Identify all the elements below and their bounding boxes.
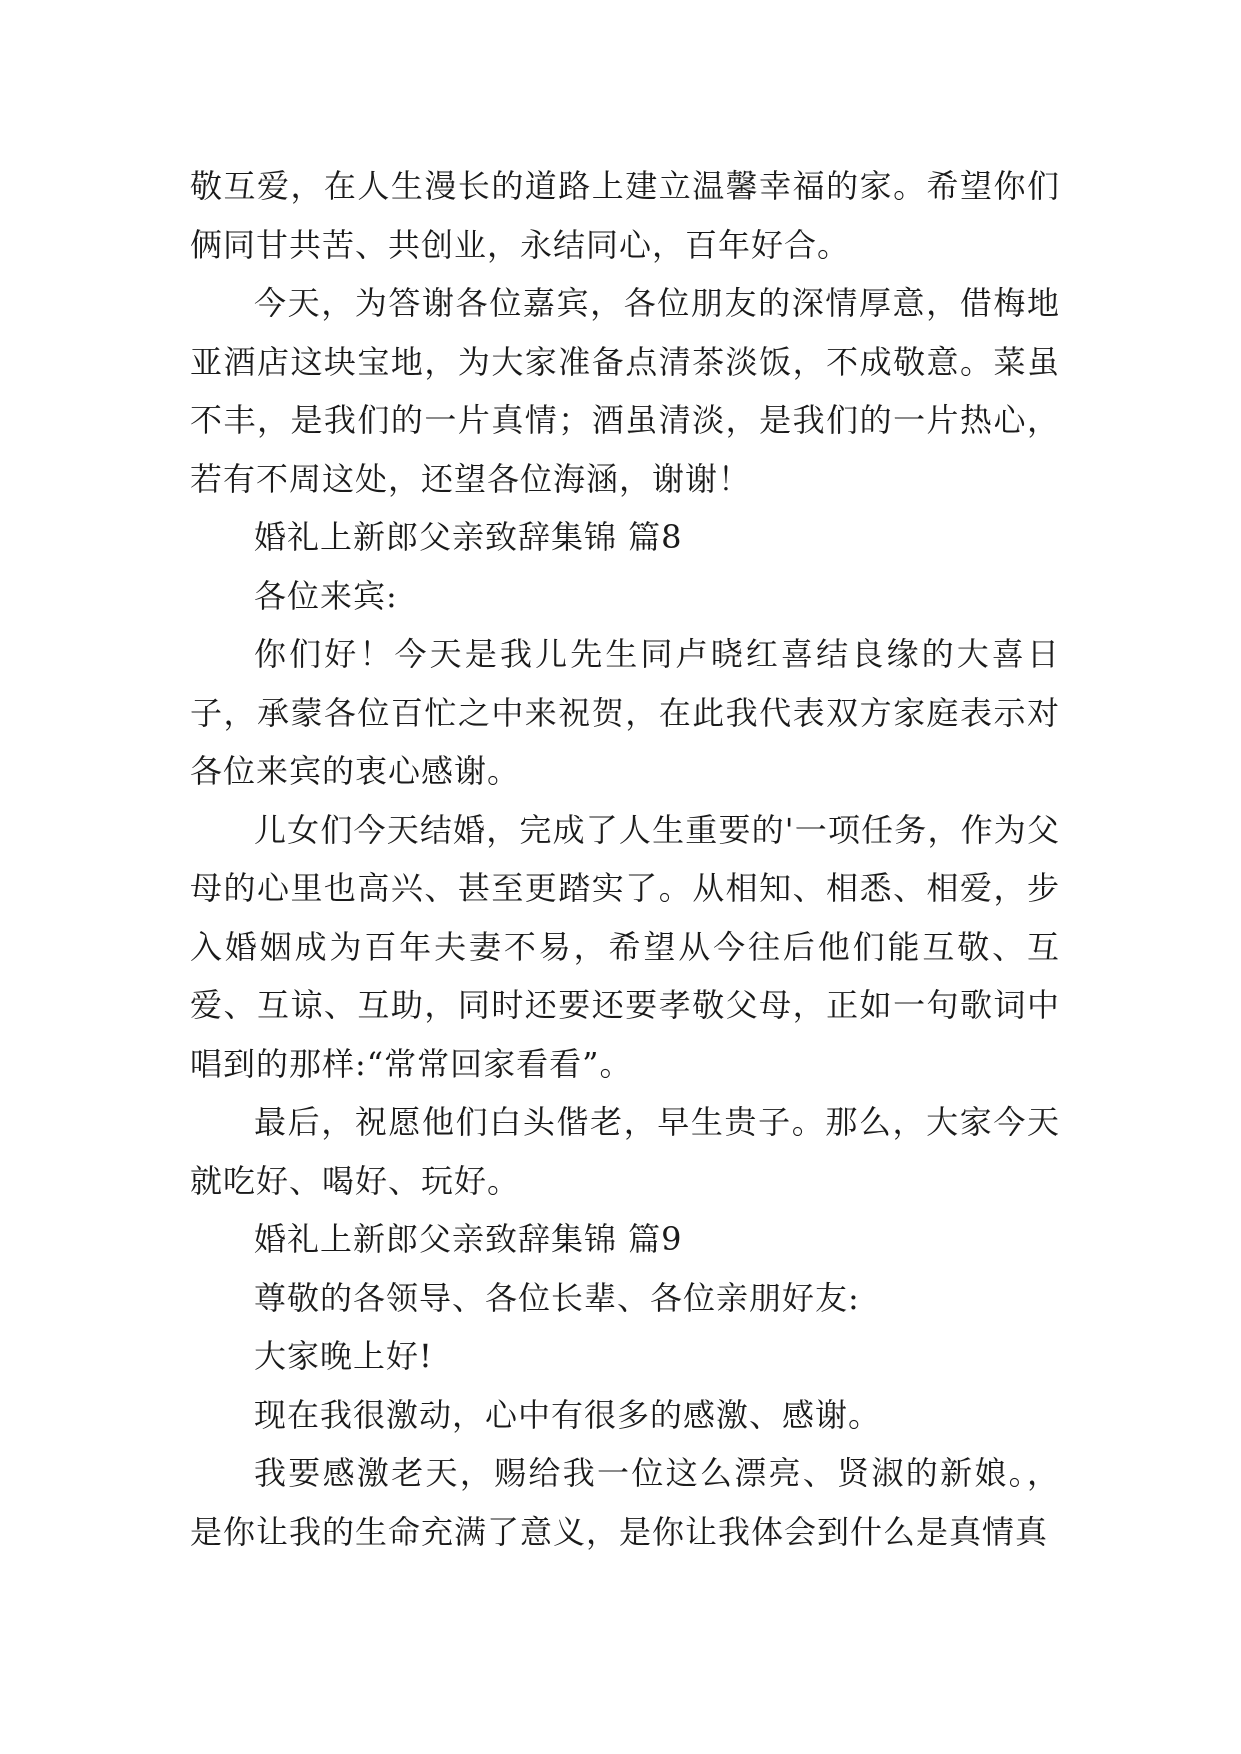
paragraph-thank-heaven: 我要感激老天，赐给我一位这么漂亮、贤淑的新娘。，是你让我的生命充满了意义，是你让我体会到什么是真情真 xyxy=(190,1454,1060,1551)
paragraph-thanks-guests: 今天，为答谢各位嘉宾，各位朋友的深情厚意，借梅地亚酒店这块宝地，为大家准备点清茶淡饭，不成敬意。菜虽不丰，是我们的一片真情；酒虽清淡，是我们的一片热心，若有不周这处，还望各位海涵，谢谢！ xyxy=(190,284,1060,498)
document-body xyxy=(190,157,1060,1561)
section-heading-8: 婚礼上新郎父亲致辞集锦 篇8 xyxy=(254,518,683,556)
section-heading-9: 婚礼上新郎父亲致辞集锦 篇9 xyxy=(254,1220,683,1258)
paragraph-closing: 最后，祝愿他们白头偕老，早生贵子。那么，大家今天就吃好、喝好、玩好。 xyxy=(190,1103,1060,1200)
paragraph-salutation-2: 尊敬的各领导、各位长辈、各位亲朋好友: xyxy=(254,1278,860,1317)
paragraph-good-evening: 大家晚上好! xyxy=(254,1337,433,1375)
paragraph-continuation: 敬互爱，在人生漫长的道路上建立温馨幸福的家。希望你们俩同甘共苦、共创业，永结同心，百年好合。 xyxy=(190,167,1060,264)
paragraph-salutation: 各位来宾: xyxy=(254,576,398,615)
paragraph-greeting: 你们好！今天是我儿先生同卢晓红喜结良缘的大喜日子，承蒙各位百忙之中来祝贺，在此我代表双方家庭表示对各位来宾的衷心感谢。 xyxy=(190,635,1060,790)
paragraph-marriage-wishes: 儿女们今天结婚，完成了人生重要的'一项任务，作为父母的心里也高兴、甚至更踏实了。从相知、相悉、相爱，步入婚姻成为百年夫妻不易，希望从今往后他们能互敬、互爱、互谅、互助，同时还要还要孝敬父母，正如一句歌词中唱到的那样:“常常回家看看”。 xyxy=(190,810,1060,1083)
paragraph-gratitude: 现在我很激动，心中有很多的感激、感谢。 xyxy=(254,1395,882,1434)
